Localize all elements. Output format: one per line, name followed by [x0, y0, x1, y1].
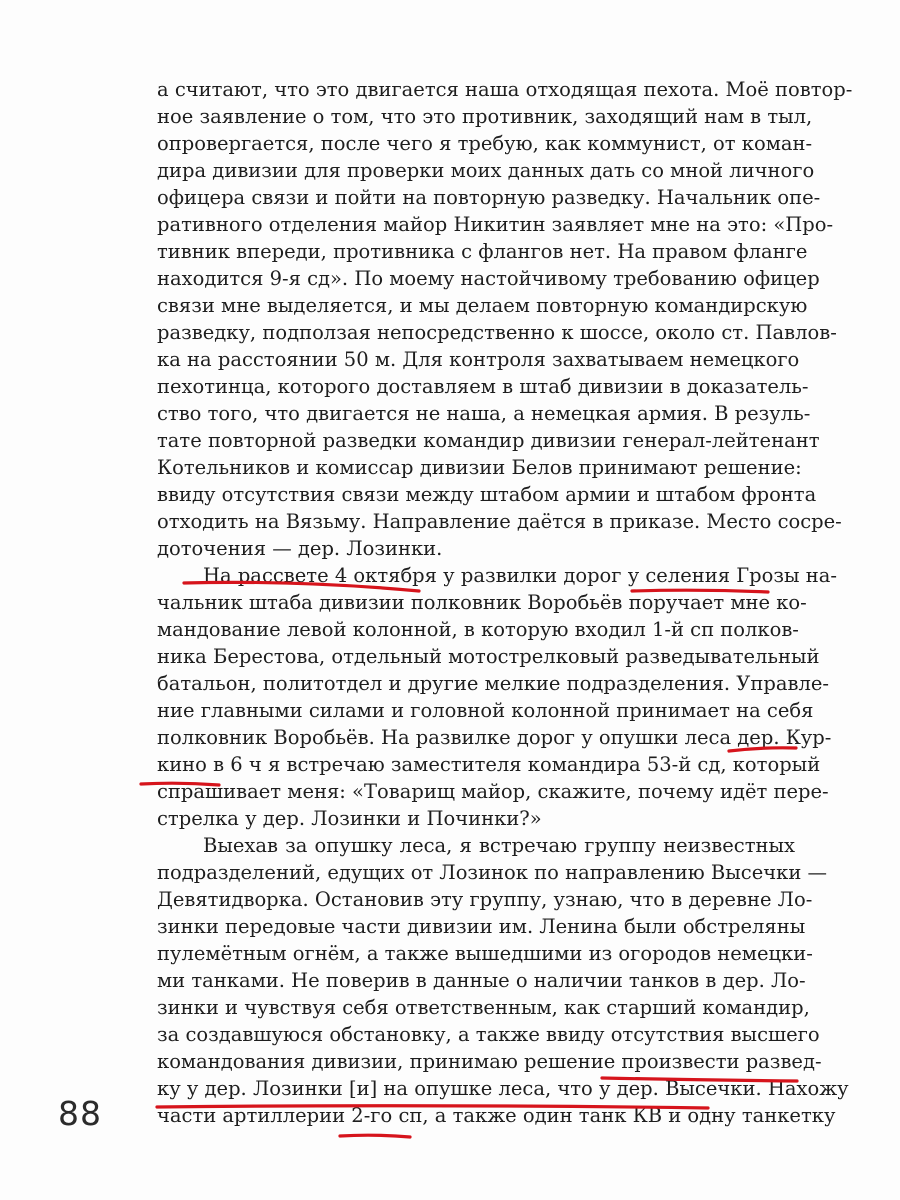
text-line: связи мне выделяется, и мы делаем повторную командирскую — [157, 294, 808, 317]
text-line: ми танками. Не поверив в данные о наличии танков в дер. Ло- — [157, 969, 806, 992]
text-line: Девятидворка. Остановив эту группу, узнаю, что в деревне Ло- — [157, 888, 813, 911]
text-line: ку у дер. Лозинки [и] на опушке леса, что у дер. Высечки. Нахожу — [157, 1077, 849, 1100]
text-line: Выехав за опушку леса, я встречаю группу неизвестных — [203, 834, 795, 857]
text-line: ство того, что двигается не наша, а немецкая армия. В резуль- — [157, 402, 811, 425]
text-line: подразделений, едущих от Лозинок по направлению Высечки — — [157, 861, 828, 884]
page-body-text — [157, 76, 853, 1129]
text-line: чальник штаба дивизии полковник Воробьёв поручает мне ко- — [157, 591, 807, 614]
text-line: Котельников и комиссар дивизии Белов принимают решение: — [157, 456, 802, 479]
text-line: командования дивизии, принимаю решение произвести развед- — [157, 1050, 822, 1073]
text-line: зинки передовые части дивизии им. Ленина были обстреляны — [157, 915, 806, 938]
text-line: ввиду отсутствия связи между штабом армии и штабом фронта — [157, 483, 817, 506]
text-line: разведку, подползая непосредственно к шоссе, около ст. Павлов- — [157, 321, 837, 344]
text-line: ное заявление о том, что это противник, заходящий нам в тыл, — [157, 105, 813, 128]
paragraph — [157, 562, 837, 832]
text-line: ка на расстоянии 50 м. Для контроля захватываем немецкого — [157, 348, 800, 371]
text-line: тате повторной разведки командир дивизии генерал-лейтенант — [157, 429, 820, 452]
text-line: спрашивает меня: «Товарищ майор, скажите, почему идёт пере- — [157, 780, 829, 803]
text-line: а считают, что это двигается наша отходящая пехота. Моё повтор- — [157, 78, 853, 101]
text-line: ние главными силами и головной колонной принимает на себя — [157, 699, 814, 722]
text-line: ративного отделения майор Никитин заявляет мне на это: «Про- — [157, 213, 834, 236]
text-line: стрелка у дер. Лозинки и Починки?» — [157, 807, 542, 830]
text-line: кино в 6 ч я встречаю заместителя командира 53-й сд, который — [157, 753, 821, 776]
text-line: опровергается, после чего я требую, как коммунист, от коман- — [157, 132, 813, 155]
text-line: за создавшуюся обстановку, а также ввиду отсутствия высшего — [157, 1023, 820, 1046]
text-line: пехотинца, которого доставляем в штаб дивизии в доказатель- — [157, 375, 809, 398]
text-line: офицера связи и пойти на повторную разведку. Начальник опе- — [157, 186, 821, 209]
paragraph — [157, 832, 849, 1129]
paragraph — [157, 76, 853, 562]
text-line: доточения — дер. Лозинки. — [157, 537, 443, 560]
text-line: зинки и чувствуя себя ответственным, как старший командир, — [157, 996, 810, 1019]
text-line: тивник впереди, противника с флангов нет. На правом фланге — [157, 240, 808, 263]
text-line: пулемётным огнём, а также вышедшими из огородов немецки- — [157, 942, 813, 965]
text-line: батальон, политотдел и другие мелкие подразделения. Управле- — [157, 672, 829, 695]
text-line: находится 9-я сд». По моему настойчивому требованию офицер — [157, 267, 820, 290]
text-line: мандование левой колонной, в которую входил 1-й сп полков- — [157, 618, 799, 641]
text-line: дира дивизии для проверки моих данных дать со мной личного — [157, 159, 815, 182]
text-line: ника Берестова, отдельный мотострелковый разведывательный — [157, 645, 820, 668]
text-line: отходить на Вязьму. Направление даётся в приказе. Место сосре- — [157, 510, 842, 533]
page-number: 88 — [58, 1094, 102, 1133]
text-line: части артиллерии 2-го сп, а также один танк КВ и одну танкетку — [157, 1104, 836, 1127]
underline-2-go-sp — [340, 1135, 410, 1137]
text-line: На рассвете 4 октября у развилки дорог у селения Грозы на- — [203, 564, 837, 587]
text-line: полковник Воробьёв. На развилке дорог у опушки леса дер. Кур- — [157, 726, 832, 749]
